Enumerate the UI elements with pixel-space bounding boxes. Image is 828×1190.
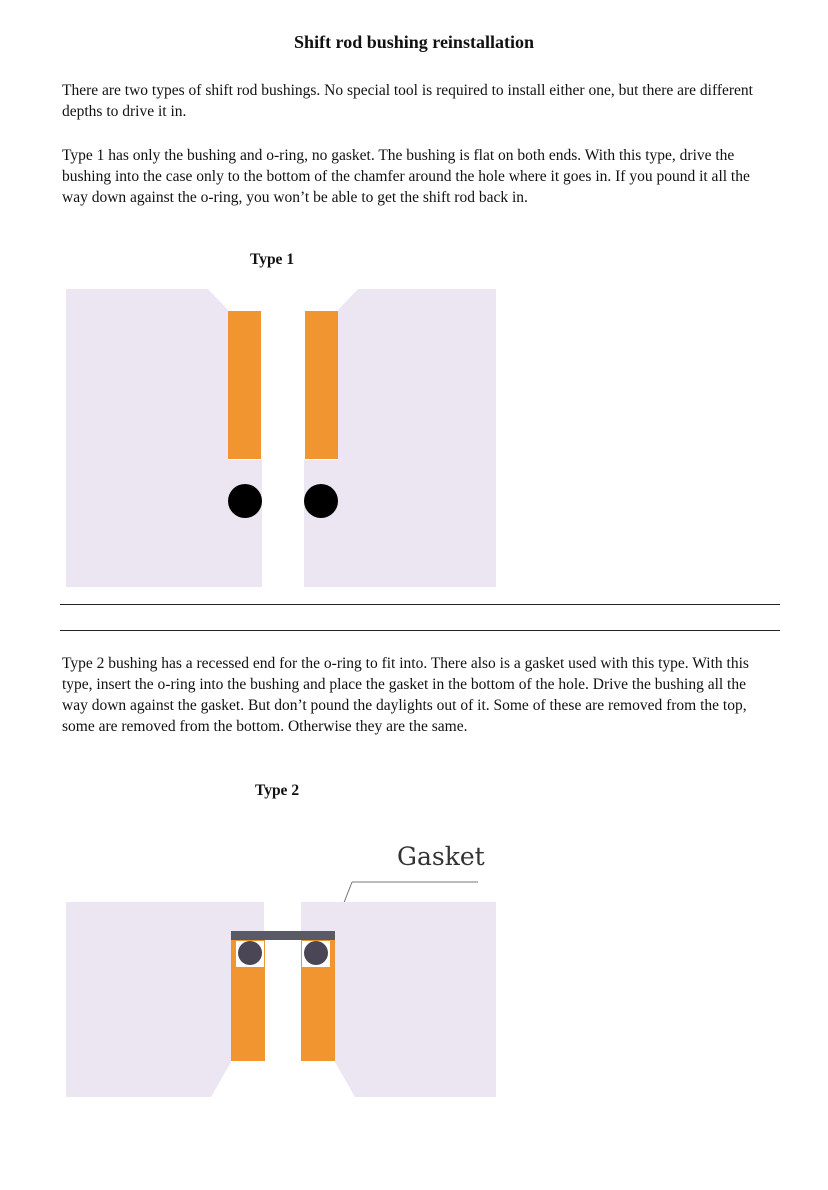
intro-paragraph: There are two types of shift rod bushings. No special tool is required to install either one, but there are different depths to drive it in. (62, 82, 753, 120)
type1-paragraph: Type 1 has only the bushing and o-ring, no gasket. The bushing is flat on both ends. With this type, drive the bushing into the case only to the bottom of the chamfer around the hole where it goes in. If you pound it all the way down against the o-ring, you won’t be able to get the shift rod back in. (62, 147, 750, 206)
type2-figure-label: Type 2 (255, 782, 300, 799)
page-title: Shift rod bushing reinstallation (294, 32, 534, 52)
gasket-callout-label: Gasket (397, 842, 485, 871)
type1-figure-label: Type 1 (250, 251, 295, 268)
type2-oring-left (238, 941, 262, 965)
type2-oring-right (304, 941, 328, 965)
type2-gasket (231, 931, 335, 940)
type2-paragraph: Type 2 bushing has a recessed end for the o-ring to fit into. There also is a gasket used with this type. With this type, insert the o-ring into the bushing and place the gasket in the bottom of the hole. Drive the bushing all the way down against the gasket. But don’t pound the daylights out of it. Some of these are removed from the top, some are removed from the bottom. Otherwise they are the same. (62, 655, 749, 735)
